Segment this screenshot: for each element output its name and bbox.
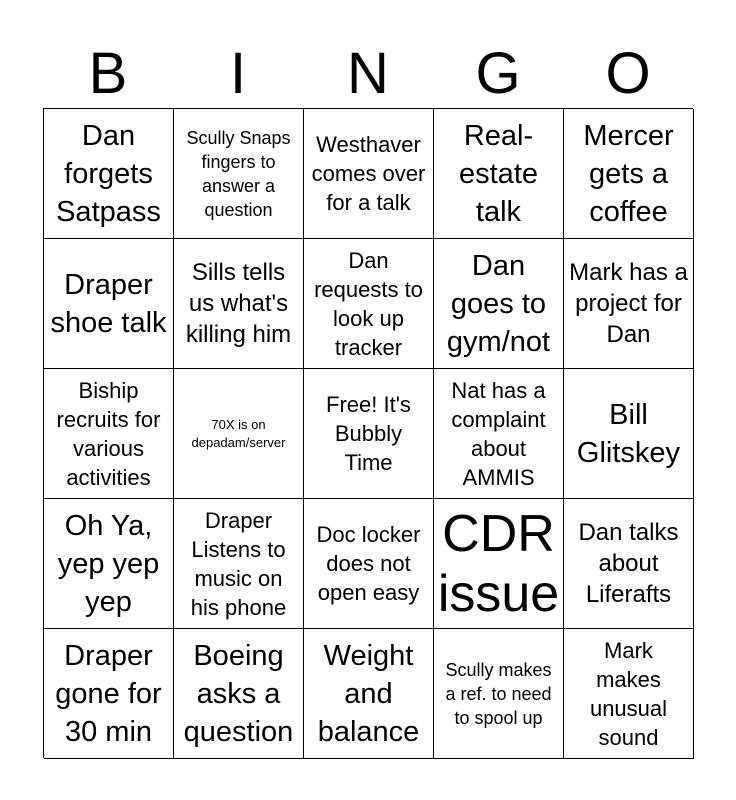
bingo-cell-r3c1[interactable] (44, 369, 174, 499)
bingo-cell-r3c2[interactable] (174, 369, 304, 499)
bingo-card-grid (43, 108, 693, 758)
bingo-cell-r5c4[interactable] (434, 629, 564, 759)
header-letter-o: O (605, 41, 651, 106)
bingo-cell-free[interactable] (304, 369, 434, 499)
bingo-cell-r5c5[interactable] (564, 629, 694, 759)
cell-text: Dan requests to look up tracker (314, 247, 423, 360)
bingo-cell-r2c2[interactable] (174, 239, 304, 369)
cell-text: 70X is on depadam/server (191, 416, 286, 450)
bingo-cell-r5c2[interactable] (174, 629, 304, 759)
bingo-cell-r4c5[interactable] (564, 499, 694, 629)
cell-text: Westhaver comes over for a talk (311, 132, 426, 215)
cell-text: Dan talks about Liferafts (578, 519, 679, 608)
bingo-cell-r1c4[interactable] (434, 109, 564, 239)
cell-text: Mark has a project for Dan (569, 259, 688, 348)
header-letter-n: N (347, 41, 389, 106)
bingo-cell-r5c1[interactable] (44, 629, 174, 759)
cell-text: Nat has a complaint about AMMIS (451, 377, 546, 490)
header-letter-b: B (88, 41, 128, 106)
bingo-cell-r1c5[interactable] (564, 109, 694, 239)
cell-text: Draper gone for 30 min (55, 639, 162, 748)
cell-text: Dan goes to gym/not (446, 249, 551, 358)
cell-text: Sills tells us what's killing him (185, 259, 292, 348)
cell-text: Scully makes a ref. to need to spool up (445, 659, 552, 728)
cell-text: Scully Snaps fingers to answer a question (186, 127, 291, 220)
bingo-cell-r1c1[interactable] (44, 109, 174, 239)
bingo-cell-r5c3[interactable] (304, 629, 434, 759)
bingo-cell-r1c2[interactable] (174, 109, 304, 239)
cell-text: Free! It's Bubbly Time (326, 392, 411, 475)
cell-text: Dan forgets Satpass (56, 119, 161, 228)
header-letter-g: G (475, 41, 521, 106)
cell-text: Oh Ya, yep yep yep (57, 509, 160, 618)
cell-text: Bill Glitskey (576, 398, 681, 469)
bingo-cell-r3c4[interactable] (434, 369, 564, 499)
bingo-cell-r2c3[interactable] (304, 239, 434, 369)
cell-text: Biship recruits for various activities (56, 377, 161, 490)
bingo-cell-r3c5[interactable] (564, 369, 694, 499)
cell-text: Mark makes unusual sound (589, 637, 668, 750)
cell-text: CDR issue (437, 504, 560, 623)
bingo-cell-r4c1[interactable] (44, 499, 174, 629)
bingo-cell-r2c5[interactable] (564, 239, 694, 369)
cell-text: Mercer gets a coffee (583, 119, 674, 228)
cell-text: Boeing asks a question (183, 639, 294, 748)
bingo-cell-r1c3[interactable] (304, 109, 434, 239)
cell-text: Doc locker does not open easy (316, 522, 421, 605)
bingo-cell-r4c4[interactable] (434, 499, 564, 629)
bingo-cell-r2c1[interactable] (44, 239, 174, 369)
cell-text: Draper Listens to music on his phone (190, 507, 287, 620)
cell-text: Draper shoe talk (50, 268, 167, 339)
cell-text: Weight and balance (317, 639, 420, 748)
bingo-cell-r2c4[interactable] (434, 239, 564, 369)
bingo-cell-r4c3[interactable] (304, 499, 434, 629)
bingo-header (43, 40, 693, 108)
bingo-cell-r4c2[interactable] (174, 499, 304, 629)
header-letter-i: I (229, 41, 247, 106)
cell-text: Real-estate talk (459, 119, 538, 228)
